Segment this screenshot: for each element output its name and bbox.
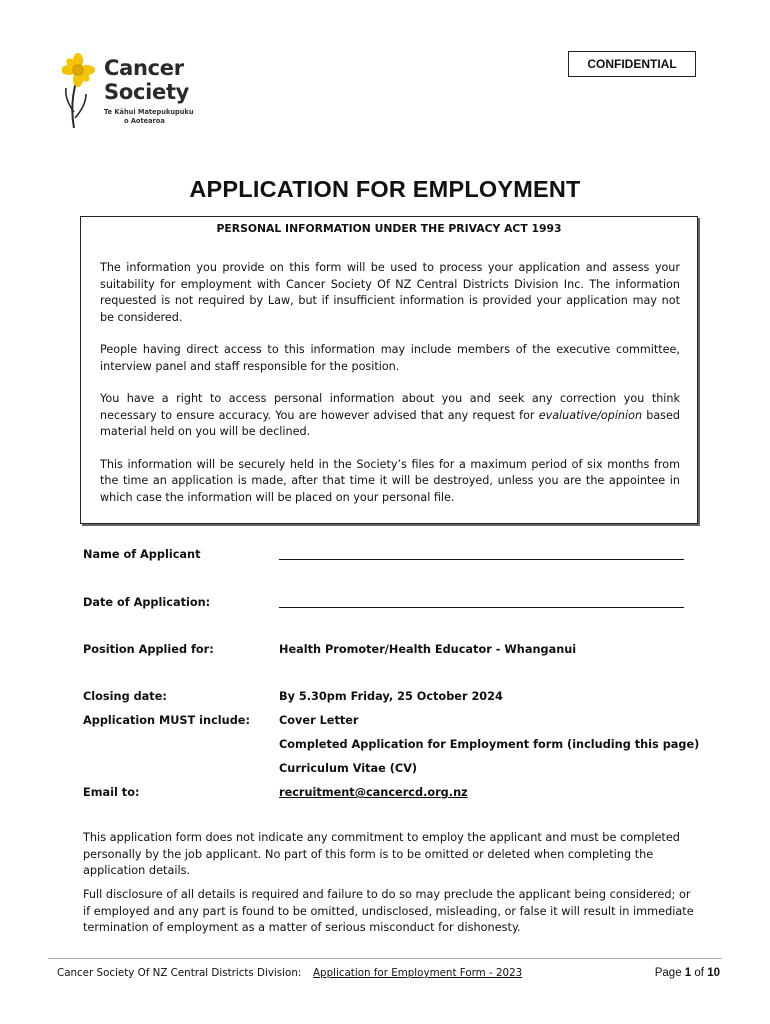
confidential-label: CONFIDENTIAL [568,51,696,77]
of-word: of [694,967,704,979]
include-item-2: Completed Application for Employment form (including this page) [279,738,700,751]
commitment-paragraph: This application form does not indicate any commitment to employ the applicant and must be completed personally by the job applicant. No part of this form is to be omitted or deleted when completing the application details. [83,831,680,877]
logo-tagline [104,108,204,125]
footer-org: Cancer Society Of NZ Central Districts Division: [57,967,302,979]
privacy-paragraph-3 [100,391,680,441]
email-link[interactable]: recruitment@cancercd.org.nz [279,786,468,799]
page-title: APPLICATION FOR EMPLOYMENT [189,176,581,202]
page-current: 1 [684,967,692,979]
include-item-1: Cover Letter [279,714,359,727]
name-input-line[interactable] [279,559,684,560]
logo-tagline-line2: o Aotearoa [124,116,165,125]
page-word: Page [654,967,682,979]
footer-divider [48,958,722,959]
include-item-3: Curriculum Vitae (CV) [279,762,418,775]
disclosure-paragraph: Full disclosure of all details is required and failure to do so may preclude the applicant being considered; or if employed and any part is found to be omitted, undisclosed, misleading, or false it will result in immediate termination of employment as a matter of serious misconduct for dishonesty. [83,888,694,934]
page-number [655,967,720,979]
page-total: 10 [707,967,720,979]
privacy-body [100,260,680,522]
privacy-paragraph-2: People having direct access to this information may include members of the executive committee, interview panel and staff responsible for the position. [100,343,680,373]
date-input-line[interactable] [279,607,684,608]
closing-value: By 5.30pm Friday, 25 October 2024 [279,690,503,703]
logo-wordmark [104,56,189,104]
privacy-notice-box [80,216,698,524]
position-value: Health Promoter/Health Educator - Whanganui [279,643,577,656]
logo-tagline-line1: Te Kāhui Matepukupuku [104,108,194,116]
privacy-paragraph-3-end: based material held on you will be declined. [100,408,680,438]
include-label: Application MUST include: [83,714,250,727]
date-label: Date of Application: [83,596,211,609]
cancer-society-logo [62,52,202,132]
privacy-paragraph-1: The information you provide on this form will be used to process your application and assess your suitability for employment with Cancer Society Of NZ Central Districts Division Inc. The information requested is not required by Law, but if insufficient information is provided your application may not be considered. [100,261,680,324]
logo-name-line1: Cancer [104,56,184,80]
closing-label: Closing date: [83,690,167,703]
name-label: Name of Applicant [83,548,201,561]
position-label: Position Applied for: [83,643,214,656]
privacy-paragraph-3-start: You have a right to access personal information about you and seek any correction you think necessary to ensure accuracy. You are however advised that any request for [100,392,680,422]
privacy-paragraph-3-italic: evaluative/opinion [538,408,643,422]
daffodil-icon [62,52,102,132]
logo-name-line2: Society [104,80,190,104]
email-label: Email to: [83,786,140,799]
privacy-paragraph-4: This information will be securely held in the Society’s files for a maximum period of six months from the time an application is made, after that time it will be destroyed, unless you are the appointee in which case the information will be placed on your personal file. [100,457,680,504]
footer-document-title: Application for Employment Form - 2023 [313,967,523,979]
privacy-heading: PERSONAL INFORMATION UNDER THE PRIVACY ACT 1993 [216,222,562,235]
